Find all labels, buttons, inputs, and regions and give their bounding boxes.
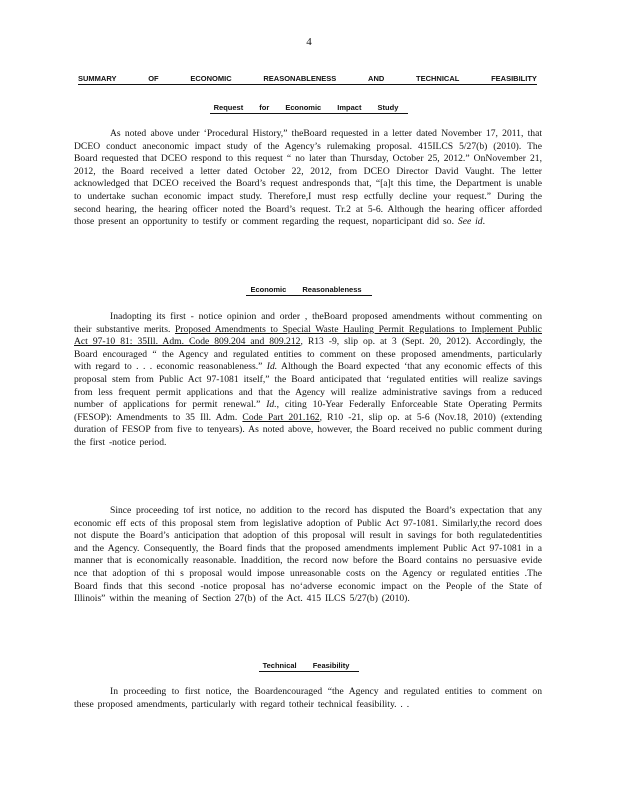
subheading-request [0, 103, 618, 112]
heading-word: OF [148, 74, 159, 83]
paragraph-request: As noted above under ‘Procedural History,” theBoard requested in a letter dated November 17, 2011, that DCEO conduct aneconomic impact study of the Agency’s rulemaking proposal. 415ILCS 5/27(b) (2010). The Board requested that DCEO respond to this request “ no later than Thursday, October 25, 2012.” OnNovember 21, 2012, the Board received a letter dated October 22, 2012, from DCEO Director David Vaught. The letter acknowledged that DCEO received the Board’s request andresponds that, “[a]t this time, the Department is unable to undertake suchan economic impact study. Therefore,I must resp ectfully decline your request.” During the second hearing, the hearing officer noted the Board’s request. Tr.2 at 5-6. Although the hearing officer afforded those present an opportunity to testify or comment regarding the request, noparticipant did so. See id. [74, 128, 542, 228]
citation-id: Id. [266, 361, 278, 373]
paragraph-text: , citing 10-Year Federally Enforceable State Operating Permits (FESOP): Amendments to 35 Ill. Adm. [74, 399, 542, 423]
paragraph-text: , R10 -21, slip op. at 5-6 (Nov.18, 2010) (extending duration of FESOP from five to tenyears). As noted above, however, the Board received no public comment during the first -notice period. [74, 411, 542, 448]
paragraph-text: In proceeding to first notice, the Boardencouraged “the Agency and regulated entities to comment on these proposed amendments, particularly with regard totheir technical feasibility. . . [74, 686, 542, 710]
paragraph-text: , R13 -9, slip op. at 3 (Sept. 20, 2012). Accordingly, the Board encouraged “ the Agency and regulated entities to comment on these proposed amendments, particularly with regard to . . . economic reasonableness.” [74, 336, 542, 373]
paragraph-text: Although the Board expected ‘that any economic effects of this proposal stem from Public Act 97-1081 itself,” the Board anticipated that ‘regulated entities will realize savings from less frequent permit applications and that the Agency will realize administrative savings from a reduced number of applications for permit renewal.” [74, 361, 542, 411]
subheading-technical-text: Technical Feasibility [259, 661, 360, 672]
heading-word: REASONABLENESS [263, 74, 337, 83]
heading-word: TECHNICAL [416, 74, 460, 83]
heading-word: ECONOMIC [190, 74, 232, 83]
paragraph-technical [74, 686, 542, 711]
heading-word: FEASIBILITY [491, 74, 537, 83]
subheading-economic [0, 285, 618, 294]
paragraph-text: Since proceeding tof irst notice, no addition to the record has disputed the Board’s expectation that any economic eff ects of this proposal stem from legislative adoption of Public Act 97-1081. Similarly,the record does not dispute the Board’s anticipation that adoption of this proposal will result in savings for both regulatedentities and the Agency. Consequently, the Board finds that the proposed amendments implement Public Act 97-1081 in a manner that is economically reasonable. Inaddition, the record now before the Board contains no persuasive evide nce that adoption of thi s proposal would impose unreasonable costs on the Agency or regulated entities .The Board finds that this second -notice proposal has no‘adverse economic impact on the People of the State of Illinois” within the meaning of Section 27(b) of the Act. 415 ILCS 5/27(b) (2010). [74, 505, 542, 605]
subheading-technical [0, 661, 618, 670]
paragraph-economic-2 [74, 505, 542, 606]
subheading-request-text: Request for Economic Impact Study [210, 103, 409, 114]
section-heading-summary [78, 74, 537, 85]
paragraph-text: As noted above under ‘Procedural History,” theBoard requested in a letter dated November 17, 2011, that DCEO conduct aneconomic impact study of the Agency’s rulemaking proposal. 415ILCS 5/27(b) (2010). The Board requested that DCEO respond to this request “ no later than Thursday, October 25, 2012.” OnNovember 21, 2012, the Board received a letter dated October 22, 2012, from DCEO Director David Vaught. The letter acknowledged that DCEO received the Board’s request andresponds that, “[a]t this time, the Department is unable to undertake suchan economic impact study. Therefore,I must resp ectfully decline your request.” During the second hearing, the hearing officer noted the Board’s request. Tr.2 at 5-6. Although the hearing officer afforded those present an opportunity to testify or comment regarding the request, noparticipant did so. [74, 128, 542, 228]
page-number: 4 [306, 36, 312, 48]
citation-proposed-amendments: Proposed Amendments to Special Waste Hauling Permit Regulations to Implement Public Act 97-10 81: 35Ill. Adm. Code 809.204 and 809.212 [74, 323, 542, 348]
citation-id: Id. [266, 399, 277, 411]
citation-see-id: See id [457, 216, 483, 228]
heading-word: SUMMARY [78, 74, 117, 83]
subheading-economic-text: Economic Reasonableness [246, 285, 371, 296]
paragraph-text: Inadopting its first - notice opinion and order , theBoard proposed amendments without commenting on their substantive merits. [74, 311, 542, 335]
paragraph-economic-1 [74, 311, 542, 450]
heading-word: AND [368, 74, 385, 83]
citation-code-part: Code Part 201.162 [242, 411, 320, 423]
